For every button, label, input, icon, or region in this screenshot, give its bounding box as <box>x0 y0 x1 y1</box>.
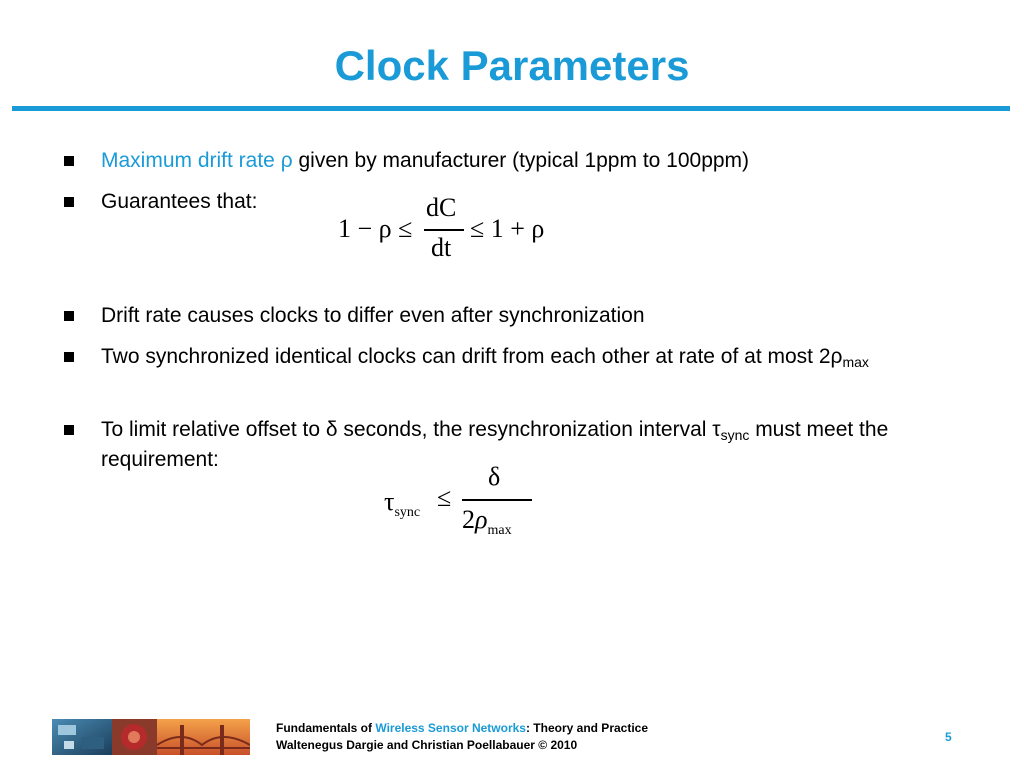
bullet-text <box>101 146 981 176</box>
subscript: max <box>842 354 869 370</box>
bullet-square-icon <box>64 156 74 166</box>
footer-citation <box>276 720 648 754</box>
slide-title: Clock Parameters <box>334 42 690 89</box>
formula-denominator: dt <box>431 233 452 262</box>
bullet-text: Guarantees that: <box>101 190 258 213</box>
formula-rhs: ≤ 1 + ρ <box>470 214 545 243</box>
fraction-bar <box>462 499 532 501</box>
formula-lhs: 1 − ρ ≤ <box>338 214 413 243</box>
bullet-square-icon <box>64 425 74 435</box>
footer-banner-image <box>52 719 250 755</box>
bullet-accent-text: Maximum drift rate ρ <box>101 149 293 172</box>
bullet-square-icon <box>64 311 74 321</box>
formula2-numerator: δ <box>488 462 501 491</box>
fraction-bar <box>424 229 464 231</box>
bullet-body-text: given by manufacturer (typical 1ppm to 100ppm) <box>292 149 750 172</box>
bullet-text: To limit relative offset to δ seconds, the resynchronization interval $\tau_{sync}$ must meet the requirement: <box>101 418 889 471</box>
footer-collage-icon <box>52 719 250 755</box>
bullet-text: Two synchronized identical clocks can drift from each other at rate of at most $2\rho_{max}$ <box>101 345 869 370</box>
footer-line-1: Fundamentals of Wireless Sensor Networks: Theory and Practice <box>276 721 649 735</box>
footer-line-2: Waltenegus Dargie and Christian Poellabauer © 2010 <box>276 738 578 752</box>
formula2-lhs: $\tau_{sync}$ <box>384 487 421 520</box>
subscript: sync <box>720 427 750 443</box>
formula2-denominator: $2\rho_{max}$ <box>462 505 512 538</box>
page-number: 5 <box>945 730 952 744</box>
bullet-square-icon <box>64 352 74 362</box>
formula-numerator: dC <box>426 193 457 222</box>
title-divider <box>12 106 1010 111</box>
bullet-square-icon <box>64 197 74 207</box>
formula2-relation: ≤ <box>437 483 452 512</box>
bullet-text: Drift rate causes clocks to differ even after synchronization <box>101 304 645 327</box>
